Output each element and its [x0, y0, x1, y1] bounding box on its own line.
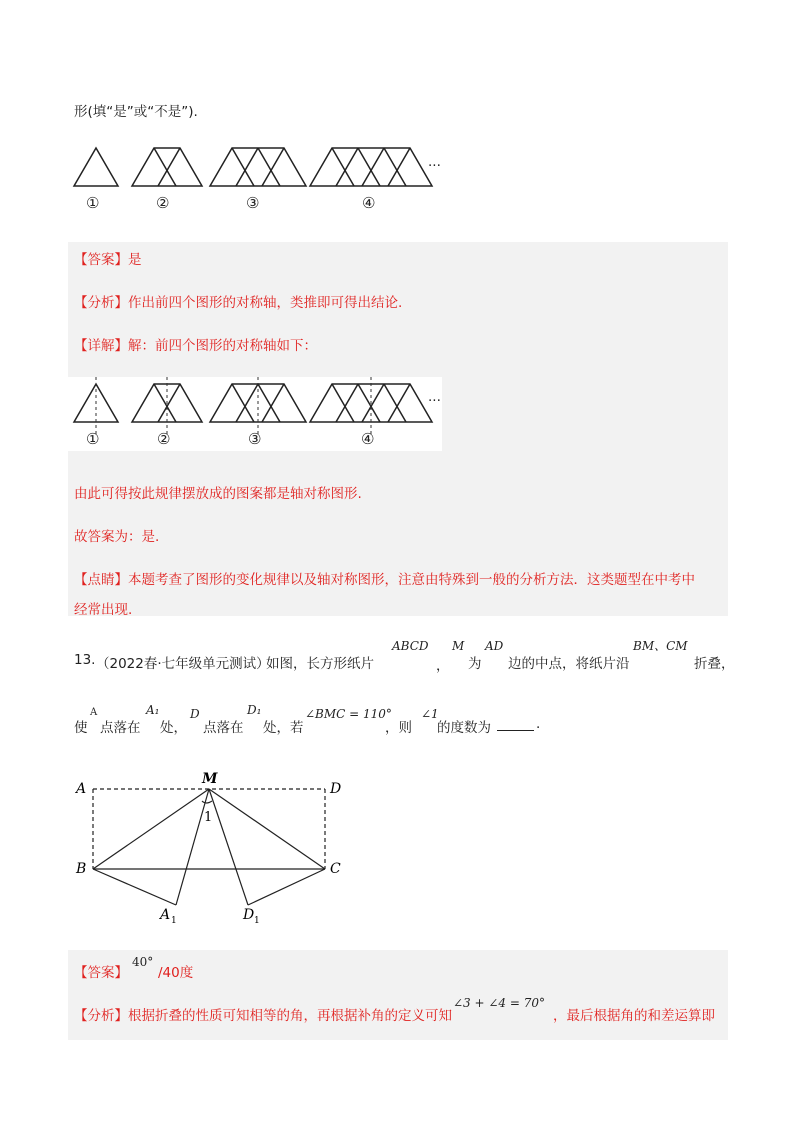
q13-math-ad: AD [485, 639, 504, 653]
q13-math-abcd: ABCD [392, 639, 429, 653]
q13-text-2: 为 [468, 656, 482, 672]
analysis2-text-2: ，最后根据角的和差运算即 [553, 1008, 715, 1024]
q13-math-d1: D₁ [247, 703, 262, 717]
analysis2-math: ∠3 + ∠4 = 70° [453, 996, 546, 1010]
detail-tag: 【详解】 [74, 338, 128, 354]
label-d1: D [243, 907, 255, 923]
q13-text-7: 处， [160, 720, 187, 736]
angle-1-arc [202, 801, 212, 803]
fold-bm [93, 789, 209, 869]
q13-text-8: 点落在 [203, 720, 244, 736]
q13-source: （2022春·七年级单元测试） [96, 656, 270, 672]
question-tail: 形(填“是”或“不是”). [74, 104, 198, 120]
figure-label-1: ① [86, 194, 100, 212]
label-angle-1: 1 [204, 810, 213, 825]
answer2-tag: 【答案】 [74, 965, 128, 981]
q13-math-bmc: ∠BMC = 110° [305, 707, 392, 721]
q13-text-1: 如图，长方形纸片 [266, 656, 374, 672]
figure-label-3: ③ [246, 194, 260, 212]
ellipsis-2: ··· [428, 393, 441, 409]
segment-ma1 [176, 789, 209, 905]
comment-tag: 【点睛】 [74, 572, 128, 588]
answer-blank [497, 730, 534, 731]
pattern-4 [310, 148, 432, 186]
label-c: C [330, 861, 341, 877]
answer2-rest: /40度 [158, 965, 194, 981]
conclusion-text: 由此可得按此规律摆放成的图案都是轴对称图形. [74, 486, 362, 502]
q13-number: 13. [74, 652, 96, 668]
q13-math-bm-cm: BM、CM [633, 639, 688, 653]
q13-math-angle1: ∠1 [421, 707, 439, 721]
q13-text-6: 点落在 [100, 720, 141, 736]
analysis-text: 作出前四个图形的对称轴，类推即可得出结论. [128, 295, 403, 311]
q13-math-d: D [190, 707, 200, 721]
analysis-line-1 [74, 291, 402, 311]
figure-label-2: ② [156, 194, 170, 212]
q13-text-3: 边的中点，将纸片沿 [508, 656, 630, 672]
axis-figure-label-2: ② [157, 430, 171, 448]
label-a: A [76, 781, 87, 797]
analysis2-tag: 【分析】 [74, 1008, 128, 1024]
axis-figure-label-1: ① [86, 430, 100, 448]
pattern-3 [210, 148, 306, 186]
q13-text-11: 的度数为 [437, 720, 491, 736]
axis-figure-label-4: ④ [361, 430, 375, 448]
q13-math-m: M [452, 639, 465, 653]
axis-figure-label-3: ③ [248, 430, 262, 448]
final-answer-text: 故答案为：是. [74, 529, 160, 545]
q13-text-10: ，则 [385, 720, 412, 736]
answer-text: 是 [128, 252, 142, 268]
fold-cm [209, 789, 325, 869]
pattern-2 [132, 148, 202, 186]
label-d1-subscript: 1 [254, 916, 260, 926]
analysis-tag: 【分析】 [74, 295, 128, 311]
segment-ba1 [93, 869, 176, 905]
label-a1: A [160, 907, 171, 923]
detail-line-1 [74, 334, 317, 354]
q13-text-5: 使 [74, 720, 88, 736]
q13-text-9: 处，若 [263, 720, 304, 736]
figure-label-4: ④ [362, 194, 376, 212]
label-a1-subscript: 1 [171, 916, 177, 926]
label-d: D [330, 781, 342, 797]
segment-md1 [209, 789, 248, 905]
segment-cd1 [248, 869, 325, 905]
q13-comma: ， [436, 658, 450, 674]
answer-tag: 【答案】 [74, 252, 128, 268]
comment-line-1 [74, 568, 695, 588]
answer-tag-2 [74, 961, 128, 981]
q13-text-12: . [536, 716, 541, 732]
q13-math-a: A [90, 707, 98, 718]
triangle-pattern-figure [60, 142, 460, 217]
label-b: B [76, 861, 87, 877]
folding-diagram [68, 765, 358, 930]
comment-text-1: 本题考查了图形的变化规律以及轴对称图形，注意由特殊到一般的分析方法．这类题型在中考中 [128, 572, 695, 588]
answer2-value: 40° [132, 955, 154, 969]
detail-text: 解：前四个图形的对称轴如下： [128, 338, 317, 354]
analysis2-text-1: 根据折叠的性质可知相等的角，再根据补角的定义可知 [128, 1008, 452, 1024]
comment-text-2: 经常出现. [74, 602, 133, 618]
q13-text-4: 折叠， [694, 656, 735, 672]
answer-line-1 [74, 248, 142, 268]
label-m: M [202, 771, 218, 787]
analysis-line-2 [74, 1004, 452, 1024]
pattern-1 [74, 148, 118, 186]
q13-math-a1: A₁ [146, 703, 160, 717]
ellipsis: ··· [428, 158, 441, 174]
